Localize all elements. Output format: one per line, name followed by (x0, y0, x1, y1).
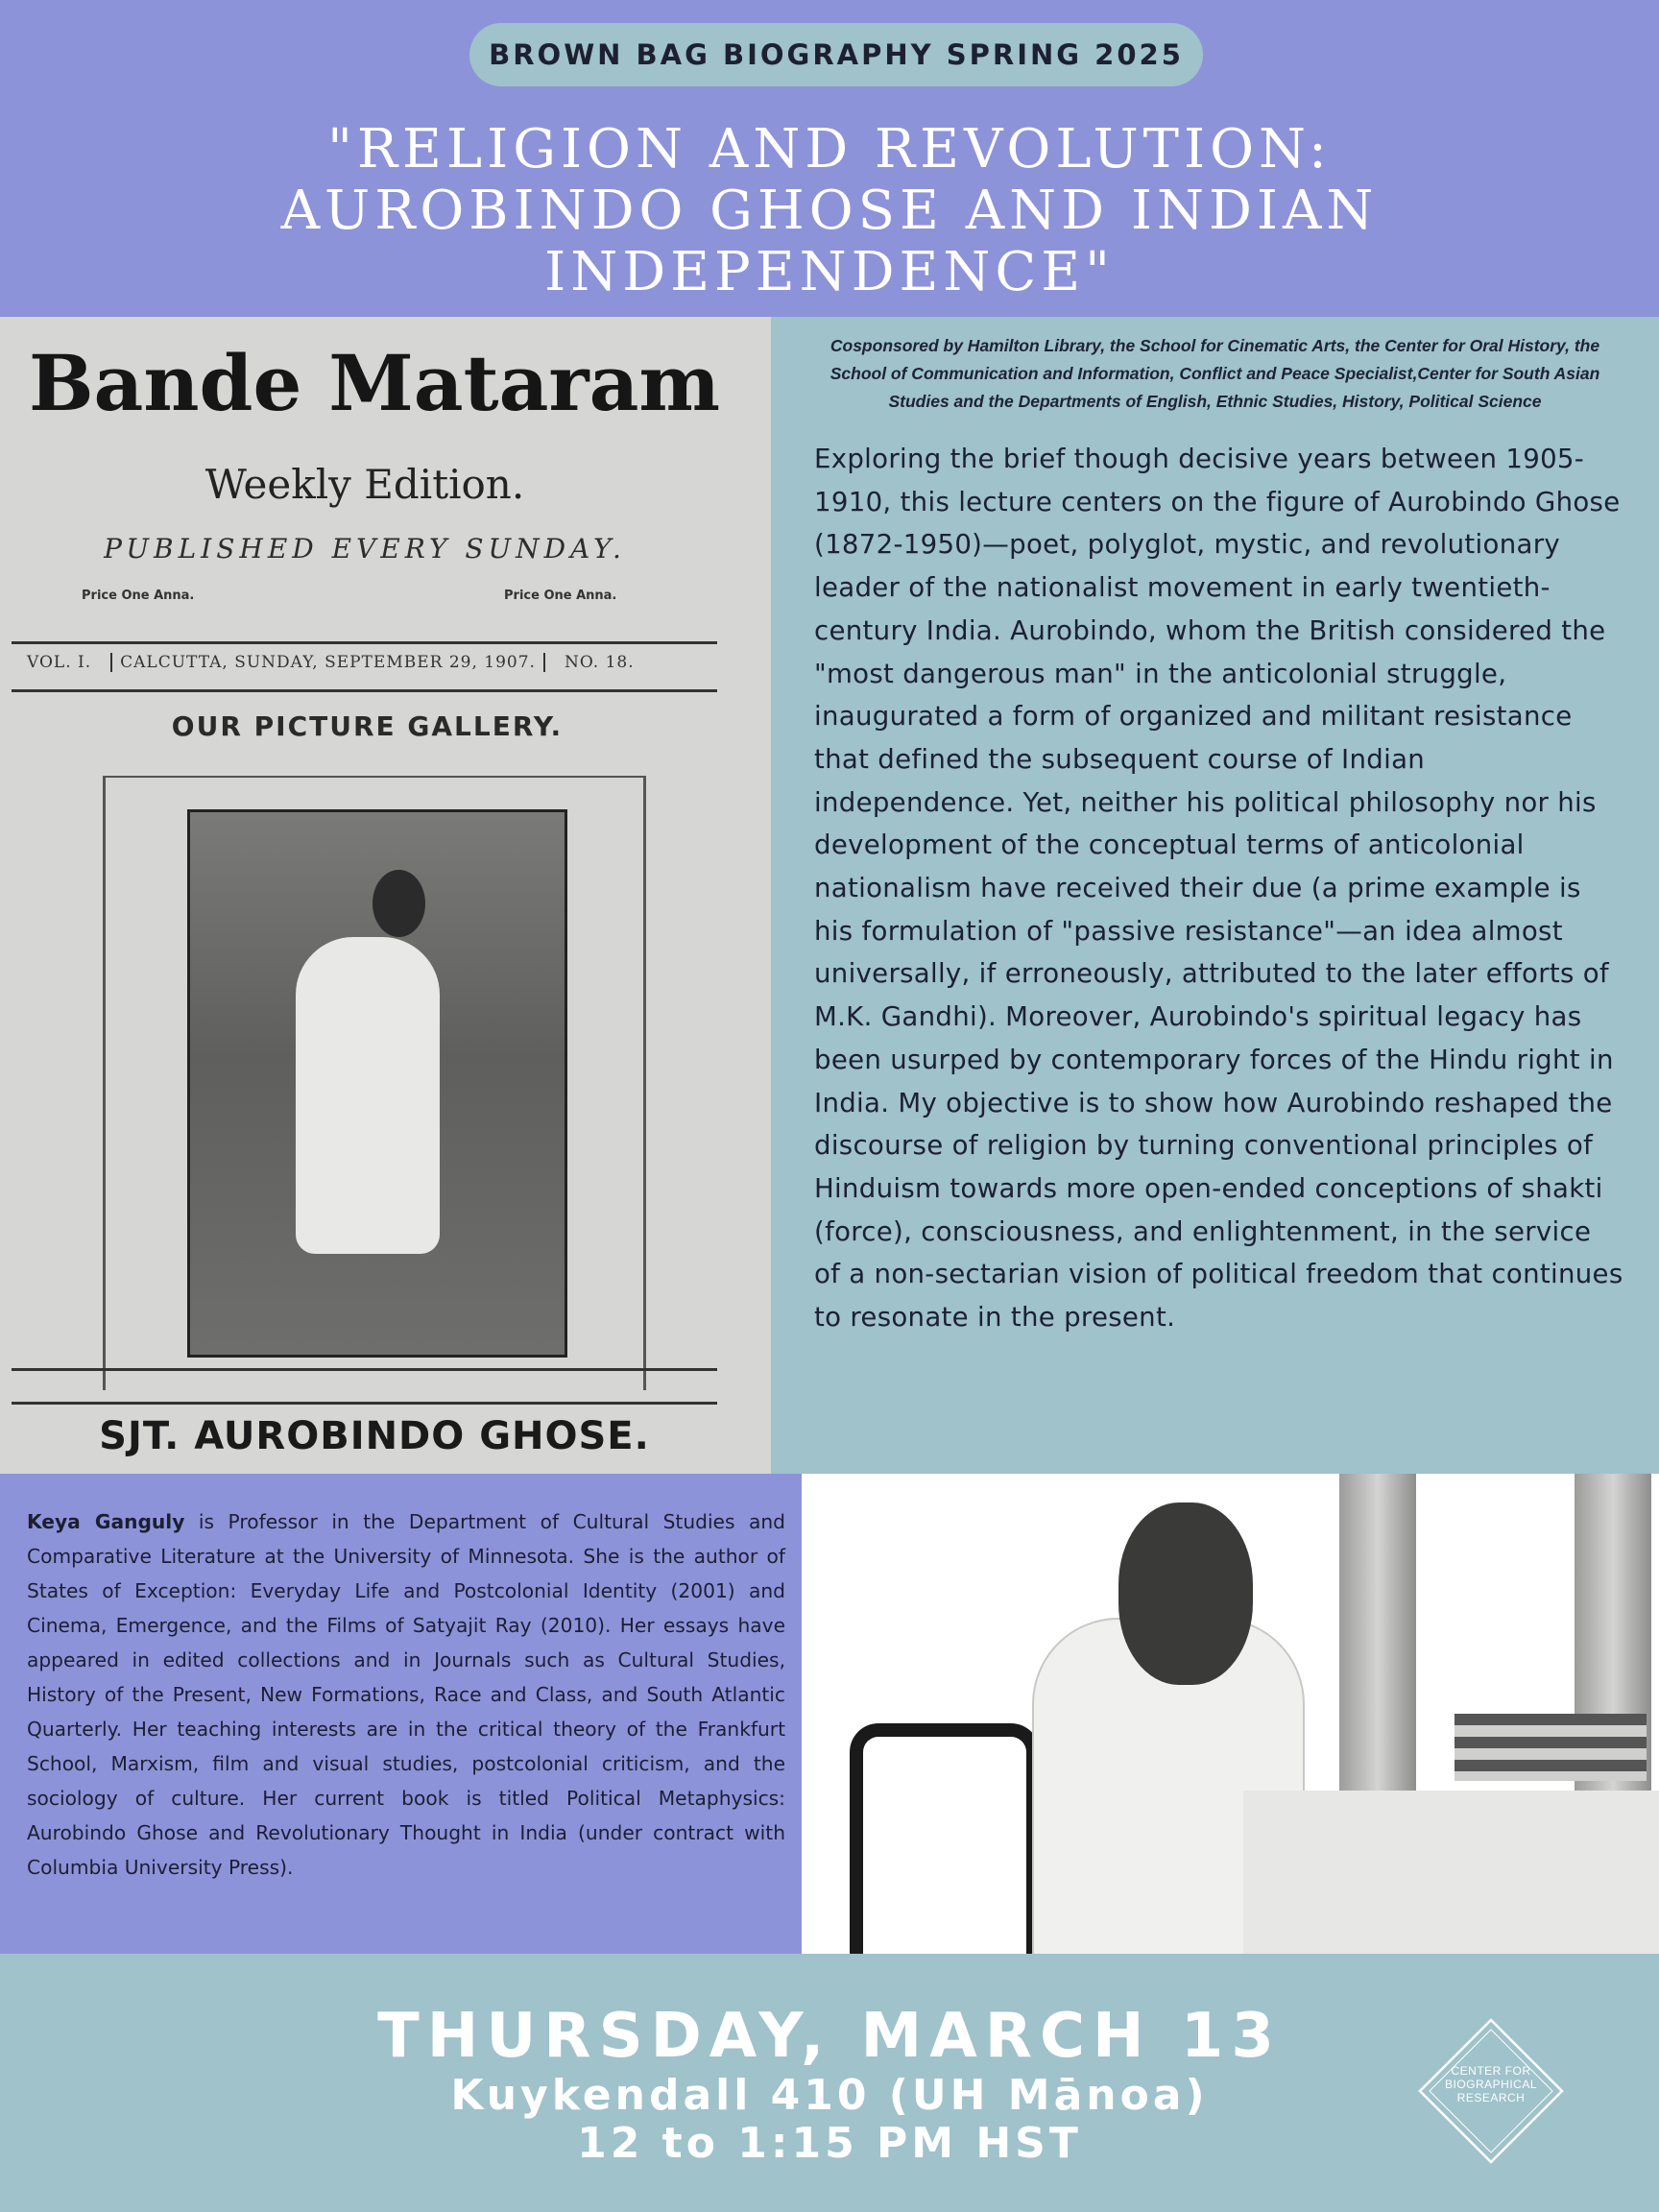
newspaper-image (0, 317, 771, 1474)
newspaper-edition: Weekly Edition. (204, 461, 525, 508)
newspaper-dateline: CALCUTTA, SUNDAY, SEPTEMBER 29, 1907. (110, 653, 545, 672)
event-title (96, 119, 1563, 303)
portrait-figure (296, 937, 440, 1254)
speaker-name: Keya Ganguly (27, 1510, 185, 1533)
logo-line: RESEARCH (1456, 2091, 1526, 2104)
newspaper-caption: SJT. AUROBINDO GHOSE. (99, 1414, 650, 1458)
newspaper-rule (12, 1402, 717, 1405)
abstract-text: Exploring the brief though decisive years between 1905-1910, this lecture centers on the figure of Aurobindo Ghose (1872-1950)—poet, polyglot, mystic, and revolutionary leader of the nationalist movement in early twentieth-century India. Aurobindo, whom the British considered the "most dangerous man" in the anticolonial struggle, inaugurated a form of organized and militant resistance that defined the subsequent course of Indian independence. Yet, neither his political philosophy nor his development of the conceptual terms of anticolonial nationalism have received their due (a prime example is his formulation of "passive resistance"—an idea almost universally, if erroneously, attributed to the later efforts of M.K. Gandhi). Moreover, Aurobindo's spiritual legacy has been usurped by contemporary forces of the Hindu right in India. My objective is to show how Aurobindo reshaped the discourse of religion by turning conventional principles of Hinduism towards more open-ended conceptions of shakti (force), consciousness, and enlightenment, in the service of a non-sectarian vision of political freedom that continues to resonate in the present. (814, 443, 1623, 1334)
newspaper-dateline-row (27, 653, 699, 672)
photo-chair (850, 1723, 1040, 1954)
newspaper-gallery-heading: OUR PICTURE GALLERY. (171, 710, 564, 742)
series-badge: BROWN BAG BIOGRAPHY SPRING 2025 (469, 23, 1203, 86)
newspaper-rule (12, 1368, 717, 1371)
photo-head (1118, 1503, 1253, 1685)
newspaper-rule (12, 689, 717, 692)
newspaper-price-left: Price One Anna. (82, 589, 195, 603)
title-line-2: AUROBINDO GHOSE AND INDIAN (280, 180, 1379, 242)
speaker-bio (27, 1504, 785, 1885)
newspaper-volume: VOL. I. (27, 653, 92, 672)
title-line-1: "RELIGION AND REVOLUTION: (327, 118, 1332, 180)
center-logo-text (1416, 2064, 1566, 2104)
newspaper-published: PUBLISHED EVERY SUNDAY. (104, 533, 626, 565)
newspaper-name: Bande Mataram (28, 338, 721, 428)
writing-photo (802, 1474, 1659, 1954)
event-time: 12 to 1:15 PM HST (577, 2119, 1082, 2168)
newspaper-price-right: Price One Anna. (504, 589, 617, 603)
logo-line: BIOGRAPHICAL (1444, 2078, 1538, 2091)
event-date: THURSDAY, MARCH 13 (377, 2001, 1282, 2072)
newspaper-number: NO. 18. (564, 653, 635, 672)
logo-line: CENTER FOR (1451, 2064, 1531, 2078)
photo-books (1455, 1714, 1647, 1781)
event-location: Kuykendall 410 (UH Mānoa) (450, 2071, 1209, 2120)
photo-desk (1243, 1791, 1659, 1954)
portrait-head (373, 870, 425, 937)
newspaper-rule (12, 641, 717, 644)
title-line-3: INDEPENDENCE" (544, 241, 1115, 303)
cosponsors-text: Cosponsored by Hamilton Library, the School for Cinematic Arts, the Center for Oral History, the School of Communication and Information, Conflict and Peace Specialist,Center for South Asian Studies and the Departments of English, Ethnic Studies, History, Political Science (830, 336, 1600, 411)
speaker-bio-text: is Professor in the Department of Cultural Studies and Comparative Literature at the University of Minnesota. She is the author of States of Exception: Everyday Life and Postcolonial Identity (2001) and Cinema, Emergence, and the Films of Satyajit Ray (2010). Her essays have appeared in edited collections and in Journals such as Cultural Studies, History of the Present, New Formations, Race and Class, and South Atlantic Quarterly. Her teaching interests are in the critical theory of the Frankfurt School, Marxism, film and visual studies, postcolonial criticism, and the sociology of culture. Her current book is titled Political Metaphysics: Aurobindo Ghose and Revolutionary Thought in India (under contract with Columbia University Press). (27, 1510, 785, 1879)
portrait-photo (187, 809, 567, 1358)
